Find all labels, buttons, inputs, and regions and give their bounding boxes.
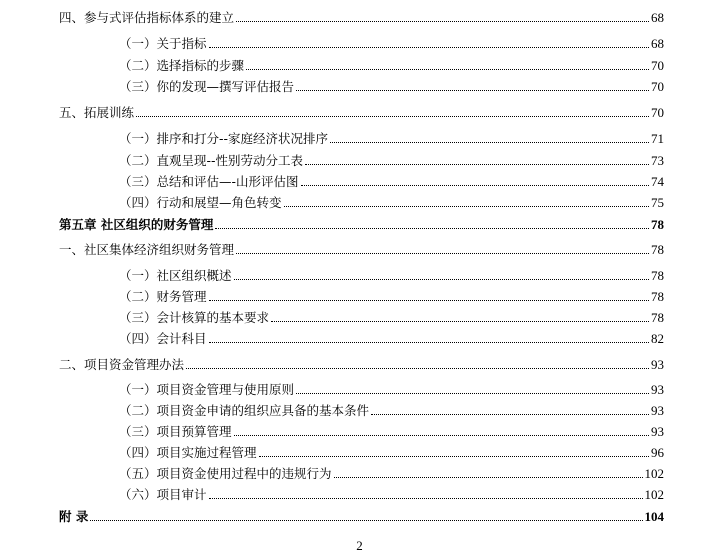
toc-entry-heading[interactable] (59, 101, 664, 121)
dot-leader (334, 476, 643, 478)
dot-leader (234, 278, 649, 280)
toc-entry[interactable] (119, 75, 664, 95)
dot-leader (215, 227, 649, 229)
toc-entry-heading[interactable] (59, 213, 664, 233)
toc-entry-title: （四）会计科目 (119, 331, 207, 346)
toc-entry-page-number: 78 (651, 268, 664, 283)
toc-entry-title: （四）项目实施过程管理 (119, 445, 257, 460)
toc-entry-page-number: 71 (651, 131, 664, 146)
dot-leader (371, 413, 649, 415)
toc-entry[interactable] (119, 420, 664, 440)
toc-entry-title: （三）项目预算管理 (119, 424, 232, 439)
toc-entry[interactable] (119, 306, 664, 326)
dot-leader (330, 141, 649, 143)
toc-entry[interactable] (119, 399, 664, 419)
dot-leader (236, 252, 649, 254)
toc-entry-title: （六）项目审计 (119, 487, 207, 502)
toc-entry[interactable] (119, 127, 664, 147)
toc-entry-title: 第五章 社区组织的财务管理 (59, 217, 214, 232)
toc-entry-page-number: 93 (651, 424, 664, 439)
toc-entry[interactable] (119, 462, 664, 482)
toc-entry-page-number: 96 (651, 445, 664, 460)
toc-entry-page-number: 74 (651, 174, 664, 189)
toc-entry-title: （二）财务管理 (119, 289, 207, 304)
toc-entry-heading[interactable] (59, 353, 664, 373)
dot-leader (259, 455, 649, 457)
dot-leader (296, 392, 649, 394)
toc-entry-page-number: 102 (644, 466, 664, 481)
dot-leader (296, 89, 649, 91)
toc-entry[interactable] (119, 483, 664, 503)
toc-entry-page-number: 93 (651, 357, 664, 372)
dot-leader (209, 341, 649, 343)
toc-entry-title: （四）行动和展望—角色转变 (119, 195, 282, 210)
toc-entry-page-number: 102 (644, 487, 664, 502)
dot-leader (90, 519, 642, 521)
dot-leader (186, 367, 649, 369)
toc-entry-page-number: 70 (651, 58, 664, 73)
dot-leader (209, 299, 649, 301)
toc-entry-heading[interactable] (59, 505, 664, 525)
toc-entry-title: （一）项目资金管理与使用原则 (119, 382, 295, 397)
toc-entry-page-number: 104 (644, 509, 664, 524)
toc-entry-title: （三）会计核算的基本要求 (119, 310, 270, 325)
toc-entry-title: （二）选择指标的步骤 (119, 58, 245, 73)
toc-entry-title: （三）你的发现—撰写评估报告 (119, 79, 295, 94)
toc-entry-page-number: 93 (651, 403, 664, 418)
toc-entry-title: 四、参与式评估指标体系的建立 (59, 10, 235, 25)
toc-entry[interactable] (119, 32, 664, 52)
toc-entry[interactable] (119, 170, 664, 190)
dot-leader (284, 205, 649, 207)
toc-entry-title: （一）关于指标 (119, 36, 207, 51)
toc-entry-title: （五）项目资金使用过程中的违规行为 (119, 466, 332, 481)
dot-leader (209, 497, 643, 499)
page-number: 2 (356, 538, 363, 553)
toc-entry-page-number: 78 (651, 217, 664, 232)
toc-entry[interactable] (119, 191, 664, 211)
toc-entry-title: （一）排序和打分--家庭经济状况排序 (119, 131, 329, 146)
toc-entry-title: 五、拓展训练 (59, 105, 135, 120)
toc-entry-page-number: 82 (651, 331, 664, 346)
toc-entry-title: （三）总结和评估—-山形评估图 (119, 174, 299, 189)
toc-entry-page-number: 78 (651, 310, 664, 325)
toc-entry-page-number: 75 (651, 195, 664, 210)
toc-entry[interactable] (119, 264, 664, 284)
toc-entry-page-number: 68 (651, 36, 664, 51)
toc-entry[interactable] (119, 285, 664, 305)
toc-entry-page-number: 70 (651, 79, 664, 94)
toc-entry-title: （二）项目资金申请的组织应具备的基本条件 (119, 403, 370, 418)
toc-entry-page-number: 78 (651, 289, 664, 304)
dot-leader (246, 68, 649, 70)
toc-entry-page-number: 93 (651, 382, 664, 397)
dot-leader (136, 115, 649, 117)
toc-entry[interactable] (119, 378, 664, 398)
toc-entry-title: （一）社区组织概述 (119, 268, 232, 283)
toc-entry-title: 二、项目资金管理办法 (59, 357, 185, 372)
toc-entry-title: （二）直观呈现--性别劳动分工表 (119, 153, 304, 168)
dot-leader (234, 434, 649, 436)
dot-leader (305, 163, 649, 165)
toc-entry[interactable] (119, 54, 664, 74)
toc-entry-heading[interactable] (59, 238, 664, 258)
toc-entry-page-number: 70 (651, 105, 664, 120)
dot-leader (301, 184, 649, 186)
toc-entry-page-number: 68 (651, 10, 664, 25)
toc-entry[interactable] (119, 149, 664, 169)
dot-leader (209, 46, 649, 48)
toc-entry-title: 一、社区集体经济组织财务管理 (59, 242, 235, 257)
toc-entry[interactable] (119, 441, 664, 461)
dot-leader (271, 320, 649, 322)
toc-entry[interactable] (119, 327, 664, 347)
toc-entry-page-number: 73 (651, 153, 664, 168)
toc-entry-title: 附 录 (59, 509, 89, 524)
dot-leader (236, 20, 649, 22)
toc-entry-page-number: 78 (651, 242, 664, 257)
toc-entry-heading[interactable] (59, 6, 664, 26)
